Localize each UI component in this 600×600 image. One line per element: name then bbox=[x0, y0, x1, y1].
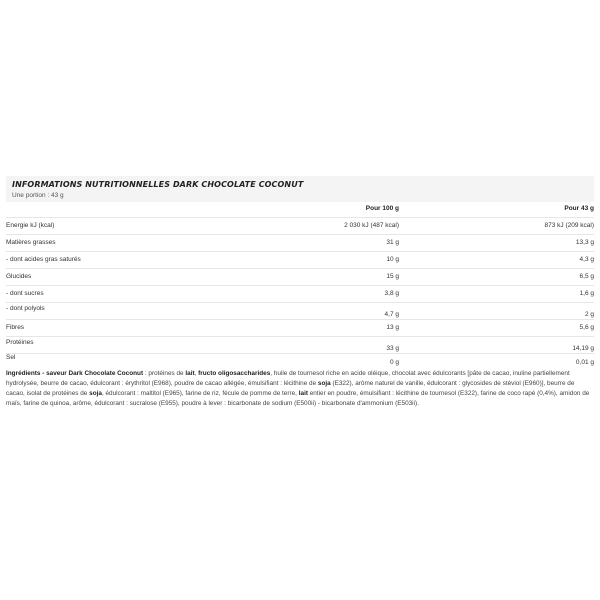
value-per-100g: 15 g bbox=[386, 273, 399, 280]
value-per-portion: 2 g bbox=[584, 311, 594, 318]
row-label: - dont sucres bbox=[6, 290, 44, 297]
value-per-100g: 2 030 kJ (487 kcal) bbox=[344, 222, 399, 229]
allergen: soja bbox=[89, 390, 102, 397]
row-label: - dont polyols bbox=[6, 305, 45, 312]
value-per-100g: 3,8 g bbox=[384, 290, 399, 297]
allergen: fructo oligosaccharides bbox=[198, 370, 271, 377]
nutrition-header bbox=[6, 176, 594, 202]
row-label: Fibres bbox=[6, 324, 25, 331]
value-per-portion: 0,01 g bbox=[575, 359, 594, 366]
allergen: lait bbox=[185, 370, 195, 377]
ingredients-text bbox=[6, 369, 590, 409]
table-row bbox=[6, 269, 594, 286]
column-header-per-100g: Pour 100 g bbox=[365, 205, 399, 212]
value-per-portion: 5,6 g bbox=[579, 324, 594, 331]
ingredients-part: (E322), arôme naturel de vanille, édulcorant : glycosides de stéviol (E960)], beurre de cacao, isolat de protéines de bbox=[6, 380, 575, 397]
value-per-portion: 4,3 g bbox=[579, 256, 594, 263]
column-header-per-portion: Pour 43 g bbox=[564, 205, 594, 212]
table-row bbox=[6, 303, 594, 320]
table-row bbox=[6, 337, 594, 354]
nutrition-panel bbox=[6, 176, 594, 369]
ingredients-part: entier en poudre, émulsifiant : lécithine de tournesol (E322), farine de coco rapé (0,4%), amidon de maïs, farine de quinoa, arôme, édulcorant : sucralose (E955), poudre à lever : bicarbonate de sodium (E500ii) - bicarbonate d'ammonium (E503ii). bbox=[6, 390, 590, 407]
row-label: Energie kJ (kcal) bbox=[6, 222, 55, 229]
value-per-portion: 13,3 g bbox=[575, 239, 594, 246]
serving-size: Une portion : 43 g bbox=[12, 192, 64, 199]
ingredients-part: , huile de tournesol riche en acide oléique, chocolat avec édulcorants [pâte de cacao, inuline partiellement hydrolysée, beurre de cacao, édulcorant : érythritol (E968), poudre de cacao allégée, émulsifiant : lécithine de bbox=[6, 370, 570, 387]
table-row bbox=[6, 252, 594, 269]
ingredients-part: , édulcorant : maltitol (E965), farine de riz, fécule de pomme de terre, bbox=[101, 390, 299, 397]
table-row bbox=[6, 354, 594, 369]
row-label: Matières grasses bbox=[6, 239, 56, 246]
table-row bbox=[6, 235, 594, 252]
value-per-100g: 13 g bbox=[386, 324, 399, 331]
row-label: Sel bbox=[6, 354, 16, 361]
ingredients-part: : protéines de bbox=[143, 370, 186, 377]
value-per-portion: 1,6 g bbox=[579, 290, 594, 297]
value-per-portion: 873 kJ (209 kcal) bbox=[544, 222, 594, 229]
value-per-100g: 4,7 g bbox=[384, 311, 399, 318]
table-row bbox=[6, 320, 594, 337]
nutrition-title: INFORMATIONS NUTRITIONNELLES DARK CHOCOLATE COCONUT bbox=[12, 180, 304, 189]
allergen: soja bbox=[317, 380, 331, 387]
value-per-portion: 14,19 g bbox=[572, 345, 594, 352]
ingredients-part: , bbox=[194, 370, 199, 377]
row-label: - dont acides gras saturés bbox=[6, 256, 81, 263]
value-per-100g: 33 g bbox=[386, 345, 399, 352]
value-per-100g: 10 g bbox=[386, 256, 399, 263]
table-header-row bbox=[6, 202, 594, 218]
value-per-100g: 31 g bbox=[386, 239, 399, 246]
value-per-portion: 6,5 g bbox=[579, 273, 594, 280]
row-label: Protéines bbox=[6, 339, 34, 346]
row-label: Glucides bbox=[6, 273, 32, 280]
value-per-100g: 0 g bbox=[389, 359, 399, 366]
ingredients-heading: Ingrédients - saveur Dark Chocolate Coconut bbox=[6, 370, 144, 377]
table-row bbox=[6, 286, 594, 303]
table-row bbox=[6, 218, 594, 235]
allergen: lait bbox=[298, 390, 308, 397]
